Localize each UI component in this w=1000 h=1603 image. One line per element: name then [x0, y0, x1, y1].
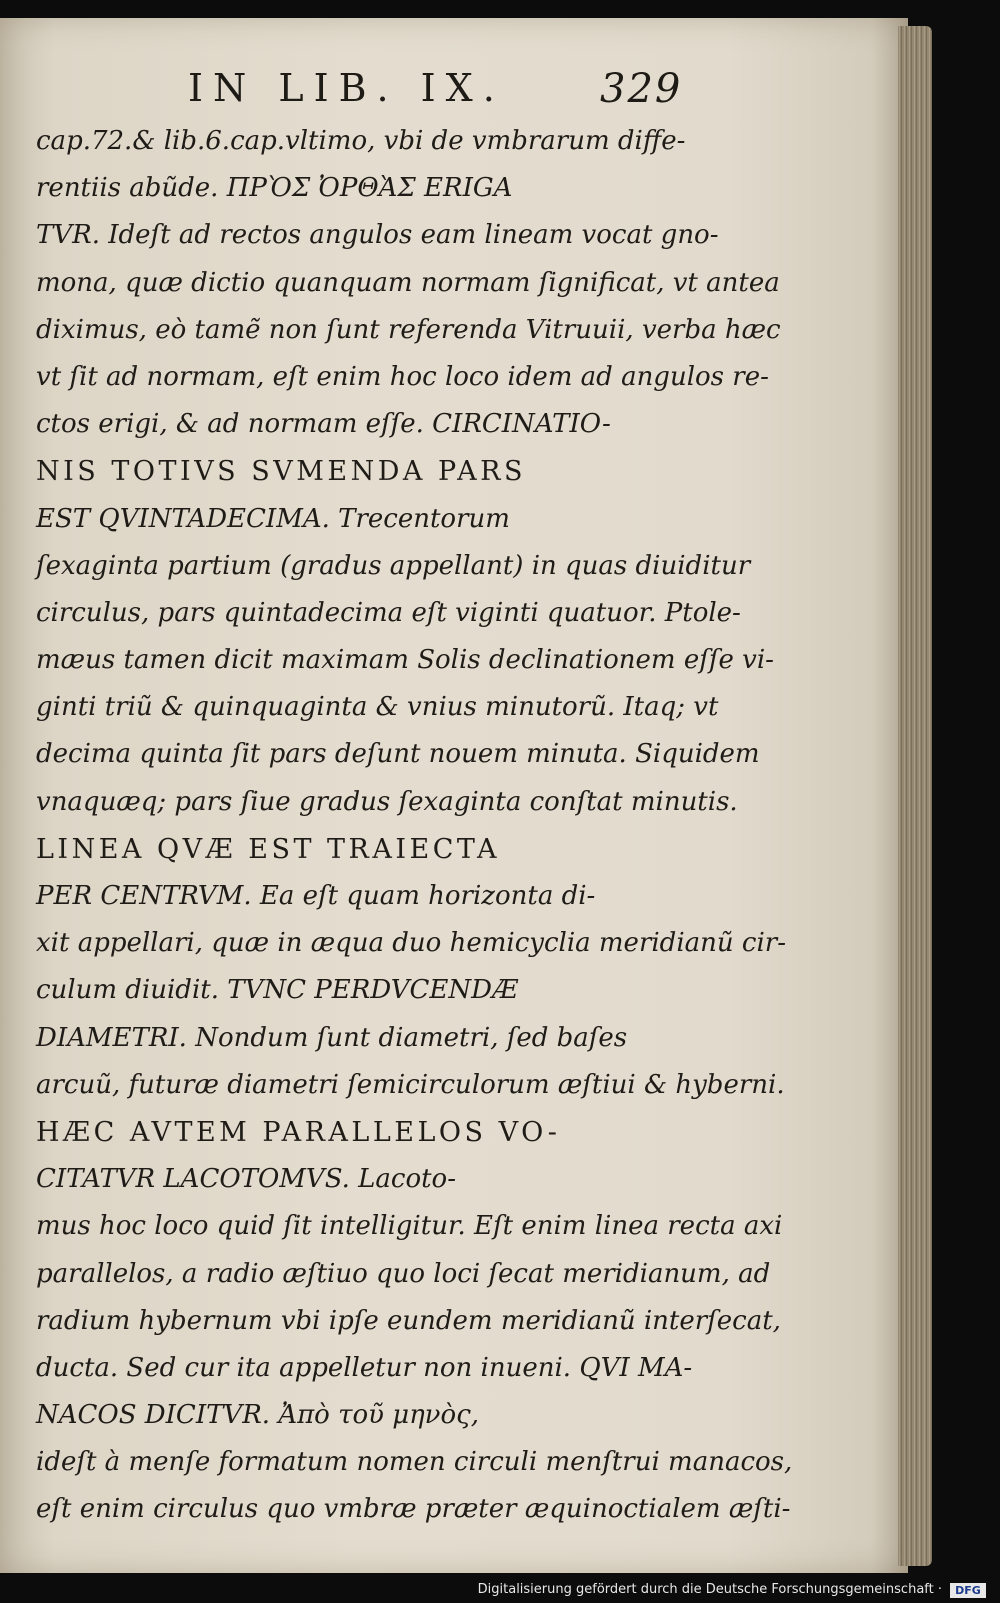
text-line: mus hoc loco quid ſit intelligitur. Eſt enim linea recta axi — [36, 1211, 783, 1242]
page-header — [0, 66, 908, 116]
text-line: rentiis abũde. ΠΡῸΣ ὈΡΘᾺΣ ERIGA — [36, 173, 513, 204]
page-number: 329 — [600, 66, 683, 112]
text-line: vt ſit ad normam, eſt enim hoc loco idem ad angulos re- — [36, 361, 769, 392]
book-page — [0, 18, 908, 1573]
text-line: parallelos, a radio æſtiuo quo loci ſecat meridianum, ad — [36, 1258, 771, 1289]
running-head: IN LIB. IX. — [188, 66, 505, 110]
text-line: ginti triũ & quinquaginta & vnius minutorũ. Itaq; vt — [36, 692, 719, 723]
text-line: radium hybernum vbi ipſe eundem meridianũ interſecat, — [36, 1305, 781, 1336]
funding-footer — [0, 1579, 1000, 1603]
dfg-logo: DFG — [950, 1583, 986, 1598]
text-line: cap.72.& lib.6.cap.vltimo, vbi de vmbrarum diffe- — [36, 126, 686, 156]
text-line: decima quinta ſit pars deſunt nouem minuta. Siquidem — [36, 739, 760, 770]
page-block-edge — [898, 26, 932, 1566]
text-line: DIAMETRI. Nondum ſunt diametri, ſed baſes — [36, 1022, 628, 1053]
text-line: HÆC AVTEM PARALLELOS VO- — [36, 1116, 561, 1148]
text-block — [36, 118, 793, 1534]
text-line: LINEA QVÆ EST TRAIECTA — [36, 833, 500, 865]
text-line: ideſt à menſe formatum nomen circuli menſtrui manacos, — [36, 1447, 793, 1478]
text-line: ſexaginta partium (gradus appellant) in quas diuiditur — [36, 550, 751, 581]
text-line: arcuũ, futuræ diametri ſemicirculorum æſtiui & hyberni. — [36, 1069, 785, 1100]
text-line: xit appellari, quæ in æqua duo hemicyclia meridianũ cir- — [36, 928, 786, 959]
text-line: PER CENTRVM. Ea eſt quam horizonta di- — [36, 881, 596, 911]
text-line: NACOS DICITVR. Ἀπὸ τοῦ μηνὸς, — [36, 1400, 479, 1431]
text-line: diximus, eò tamẽ non ſunt referenda Vitruuii, verba hæc — [36, 314, 781, 345]
text-line: circulus, pars quintadecima eſt viginti quatuor. Ptole- — [36, 597, 741, 628]
text-line: TVR. Ideſt ad rectos angulos eam lineam vocat gno- — [36, 220, 719, 251]
text-line: CITATVR LACOTOMVS. Lacoto- — [36, 1164, 456, 1195]
text-line: culum diuidit. TVNC PERDVCENDÆ — [36, 975, 518, 1006]
text-line: mona, quæ dictio quanquam normam ſignificat, vt antea — [36, 267, 780, 298]
text-line: NIS TOTIVS SVMENDA PARS — [36, 456, 526, 488]
text-line: ducta. Sed cur ita appelletur non inueni. QVI MA- — [36, 1352, 693, 1383]
text-line: ctos erigi, & ad normam eſſe. CIRCINATIO- — [36, 409, 611, 440]
text-line: mæus tamen dicit maximam Solis declinationem eſſe vi- — [36, 645, 774, 676]
text-line: vnaquæq; pars ſiue gradus ſexaginta conſtat minutis. — [36, 786, 738, 817]
text-line: EST QVINTADECIMA. Trecentorum — [36, 503, 510, 534]
footer-credit: Digitalisierung gefördert durch die Deutsche Forschungsgemeinschaft · — [477, 1582, 942, 1597]
text-line: eſt enim circulus quo vmbræ præter æquinoctialem æſti- — [36, 1494, 791, 1525]
